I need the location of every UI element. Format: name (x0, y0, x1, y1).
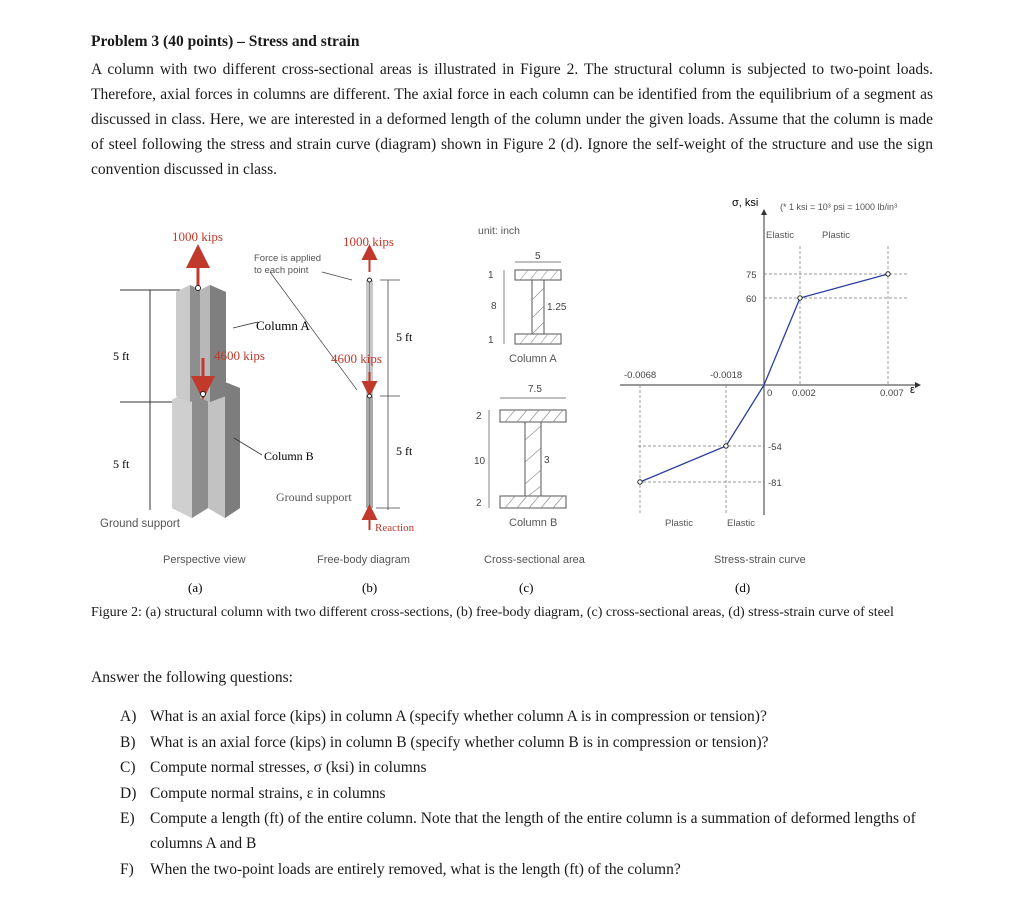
panel-a-perspective (100, 229, 352, 595)
unit-note: (* 1 ksi = 10³ psi = 1000 lb/in³ (780, 202, 898, 212)
force-note-2: to each point (254, 265, 309, 276)
curve-point (886, 272, 890, 276)
fbd-dim-top: 5 ft (396, 330, 413, 344)
load-mid-label: 4600 kips (214, 348, 265, 363)
x-tick-label: -0.0018 (710, 370, 743, 381)
view-a: Perspective view (163, 554, 246, 566)
x-axis-label: ε (910, 384, 915, 396)
y-axis-label: σ, ksi (732, 197, 759, 209)
problem-title: Problem 3 (40 points) – Stress and strain (91, 33, 360, 50)
b-web-t: 3 (544, 455, 550, 466)
curve-point (798, 296, 802, 300)
a-web-t: 1.25 (547, 302, 567, 313)
x-tick-label: -0.0068 (624, 370, 657, 381)
question-text: Compute normal strains, ε in columns (150, 784, 386, 802)
b-flange-t-top: 2 (476, 411, 482, 422)
view-d: Stress-strain curve (714, 554, 806, 566)
question-text: Compute normal stresses, σ (ksi) in columns (150, 759, 427, 776)
problem-paragraph: A column with two different cross-sectional areas is illustrated in Figure 2. The structural column is subjected to two-point loads. Therefore, axial forces in columns are different. The axial force in each column can be identified from the equilibrium of a segment as discussed in class. Here, we are interested in a deformed length of the column under the given loads. Assume that the column is made of steel following the stress and strain curve (diagram) shown in Figure 2 (d). Ignore the self-weight of the structure and use the sign convention discussed in class. (91, 61, 933, 178)
curve-point (724, 444, 728, 448)
question-letter: A) (120, 708, 137, 725)
question-letter: E) (120, 810, 135, 827)
load-top-label: 1000 kips (172, 229, 223, 244)
question-list (120, 704, 935, 882)
fbd-load-top: 1000 kips (343, 234, 394, 249)
a-web-depth: 8 (491, 301, 497, 312)
question-item (120, 704, 935, 729)
question-item (120, 806, 935, 856)
dim-top: 5 ft (113, 349, 130, 363)
b-flange-width: 7.5 (528, 384, 542, 395)
b-web-depth: 10 (474, 456, 486, 467)
label-c: (c) (519, 580, 534, 595)
panel-c-sections (474, 225, 586, 595)
elastic-bottom: Elastic (727, 518, 755, 529)
view-c: Cross-sectional area (484, 554, 585, 566)
figure-2 (0, 188, 1024, 598)
dim-bottom: 5 ft (113, 457, 130, 471)
question-text: Compute a length (ft) of the entire column. Note that the length of the entire column is a summation of deformed lengths of columns A and B (150, 810, 916, 852)
panel-b-fbd (270, 234, 415, 595)
label-b: (b) (362, 580, 378, 595)
fbd-dim-bottom: 5 ft (396, 444, 413, 458)
question-item (120, 781, 935, 806)
a-flange-t-top: 1 (488, 270, 494, 281)
question-letter: C) (120, 759, 136, 776)
y-tick-label: -81 (768, 478, 782, 489)
question-text: When the two-point loads are entirely removed, what is the length (ft) of the column? (150, 860, 681, 878)
question-item (120, 857, 935, 882)
question-item (120, 730, 935, 755)
ground-support-label: Ground support (100, 518, 180, 530)
a-flange-width: 5 (535, 251, 541, 262)
origin-label: 0 (767, 388, 773, 399)
question-letter: D) (120, 784, 137, 802)
fbd-reaction: Reaction (375, 522, 415, 534)
elastic-top: Elastic (766, 230, 794, 241)
questions-intro: Answer the following questions: (91, 669, 293, 686)
y-tick-label: 75 (746, 270, 757, 281)
b-flange-t-bottom: 2 (476, 498, 482, 509)
question-text: What is an axial force (kips) in column B (specify whether column B is in compression or tension)? (150, 733, 769, 751)
column-b-label: Column B (264, 449, 314, 463)
label-d: (d) (735, 580, 751, 595)
column-a-section-name: Column A (509, 353, 557, 365)
fbd-ground: Ground support (276, 490, 352, 504)
plastic-bottom: Plastic (665, 518, 693, 529)
column-b-section-name: Column B (509, 517, 558, 529)
plastic-top: Plastic (822, 230, 850, 241)
a-flange-t-bottom: 1 (488, 335, 494, 346)
question-letter: F) (120, 860, 134, 878)
figure-caption: Figure 2: (a) structural column with two different cross-sections, (b) free-body diagram, (c) cross-sectional areas, (d) stress-strain curve of steel (91, 605, 894, 620)
column-a-label: Column A (256, 318, 310, 333)
force-note-1: Force is applied (254, 253, 322, 264)
view-b: Free-body diagram (317, 554, 410, 566)
y-tick-label: 60 (746, 294, 757, 305)
question-letter: B) (120, 733, 136, 751)
panel-d-stress-strain (620, 197, 920, 595)
x-tick-label: 0.007 (880, 388, 904, 399)
label-a: (a) (188, 580, 203, 595)
question-text: What is an axial force (kips) in column A (specify whether column A is in compression or tension)? (150, 708, 767, 725)
x-tick-label: 0.002 (792, 388, 816, 399)
y-tick-label: -54 (768, 442, 782, 453)
unit-label: unit: inch (478, 225, 521, 237)
fbd-load-mid: 4600 kips (331, 351, 382, 366)
curve-point (638, 480, 642, 484)
question-item (120, 755, 935, 780)
